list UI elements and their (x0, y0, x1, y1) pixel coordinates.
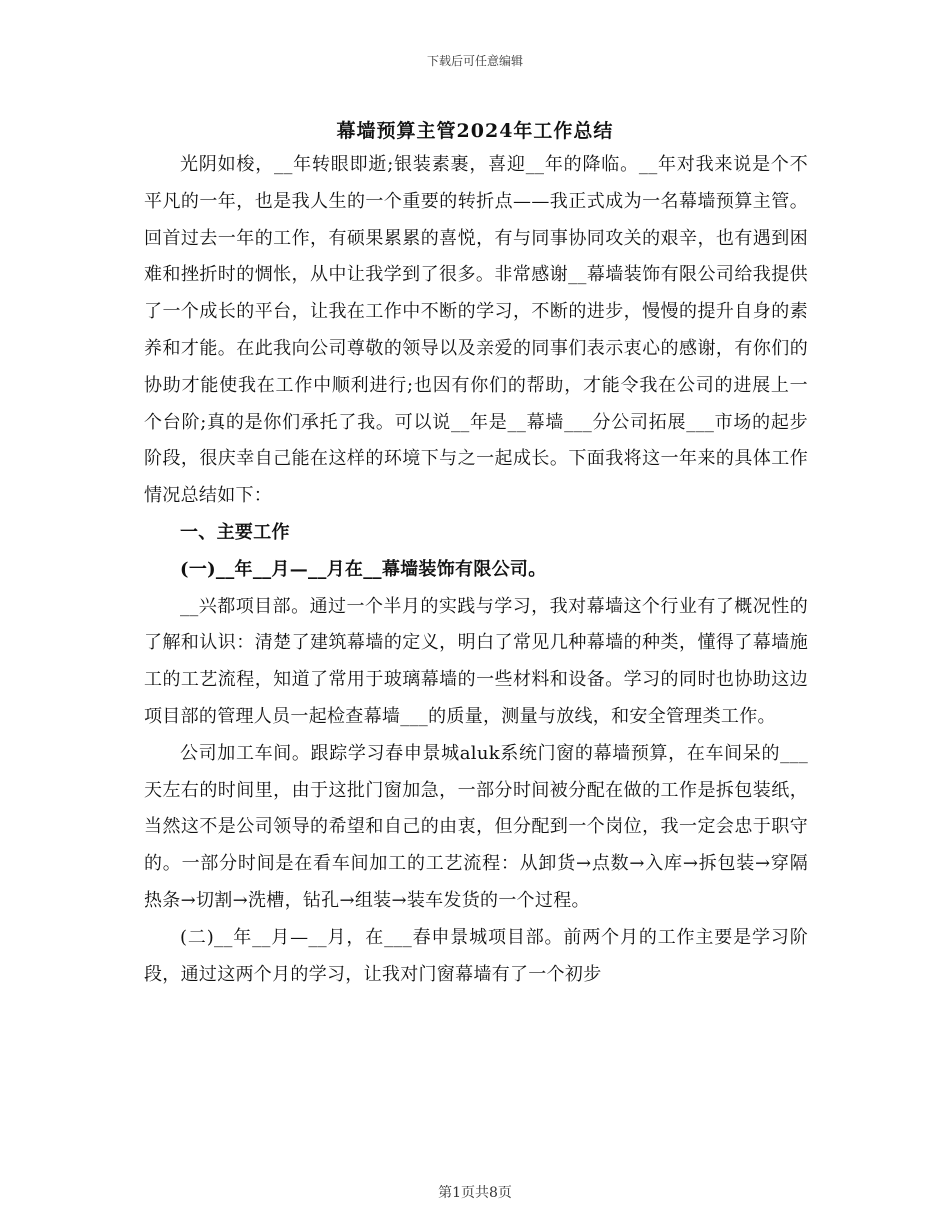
document-title: 幕墙预算主管2024年工作总结 (336, 120, 614, 142)
section-heading-main-work: 一、主要工作 (180, 521, 290, 543)
document-body (144, 147, 808, 993)
page-header-note: 下载后可任意编辑 (426, 54, 523, 68)
paragraph-period-two: (二)__年__月—__月，在___春申景城项目部。前两个月的工作主要是学习阶段，通过这两个月的学习，让我对门窗幕墙有了一个初步 (144, 926, 808, 985)
paragraph-workshop: 公司加工车间。跟踪学习春申景城aluk系统门窗的幕墙预算，在车间呆的___天左右的时间里，由于这批门窗加急，一部分时间被分配在做的工作是拆包装纸，当然这不是公司领导的希望和自己的由衷，但分配到一个岗位，我一定会忠于职守的。一部分时间是在看车间加工的工艺流程：从卸货→点数→入库→拆包装→穿隔热条→切割→洗槽，钻孔→组装→装车发货的一个过程。 (144, 742, 808, 911)
paragraph-xingdu-project: __兴都项目部。通过一个半月的实践与学习，我对幕墙这个行业有了概况性的了解和认识：清楚了建筑幕墙的定义，明白了常见几种幕墙的种类，懂得了幕墙施工的工艺流程，知道了常用于玻璃幕墙的一些材料和设备。学习的同时也协助这边项目部的管理人员一起检查幕墙___的质量，测量与放线，和安全管理类工作。 (144, 595, 808, 727)
intro-paragraph: 光阴如梭，__年转眼即逝;银装素裹，喜迎__年的降临。__年对我来说是个不平凡的一年，也是我人生的一个重要的转折点——我正式成为一名幕墙预算主管。回首过去一年的工作，有硕果累累的喜悦，有与同事协同攻关的艰辛，也有遇到困难和挫折时的惆怅，从中让我学到了很多。非常感谢__幕墙装饰有限公司给我提供了一个成长的平台，让我在工作中不断的学习，不断的进步，慢慢的提升自身的素养和才能。在此我向公司尊敬的领导以及亲爱的同事们表示衷心的感谢，有你们的协助才能使我在工作中顺利进行;也因有你们的帮助，才能令我在公司的进展上一个台阶;真的是你们承托了我。可以说__年是__幕墙___分公司拓展___市场的起步阶段，很庆幸自己能在这样的环境下与之一起成长。下面我将这一年来的具体工作情况总结如下： (144, 154, 808, 507)
subsection-heading-period-one: (一)__年__月—__月在__幕墙装饰有限公司。 (180, 558, 547, 580)
page-number: 第1页共8页 (438, 1185, 512, 1201)
